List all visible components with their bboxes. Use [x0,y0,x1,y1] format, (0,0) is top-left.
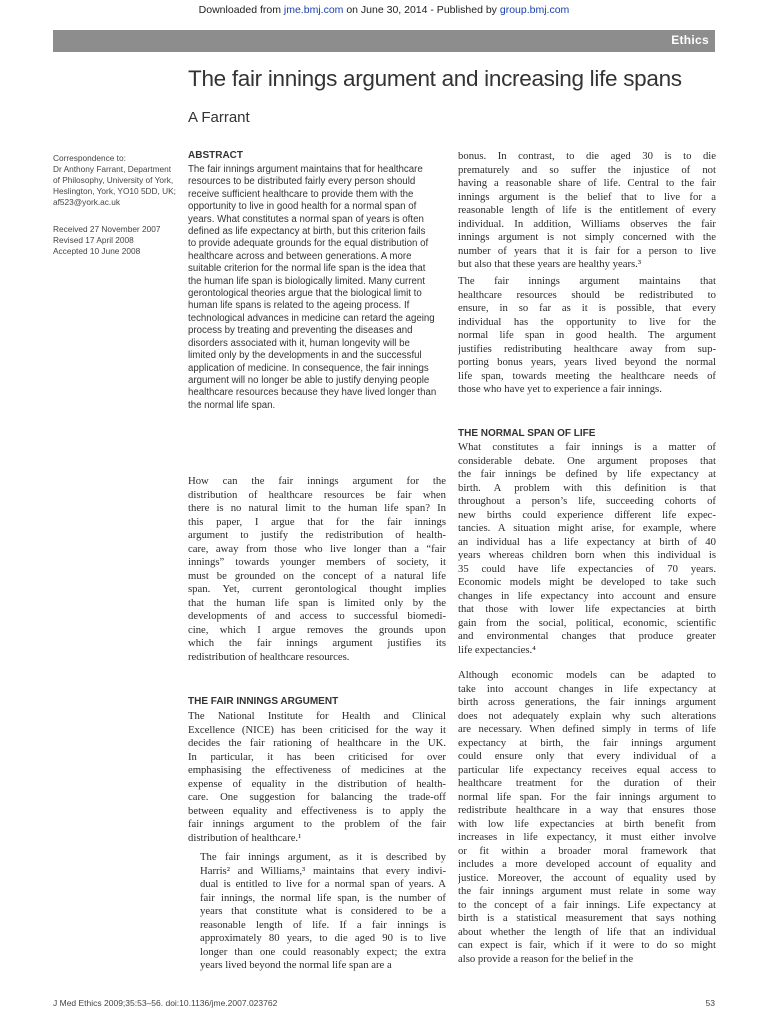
text-line: gerontological theories argue that the biological limit to [188,288,422,300]
text-line: redistribute healthcare in a way that ensures those [458,804,716,816]
text-line: are necessary. When defined simply in terms of life [458,723,716,735]
text-line: innings argument is not simply concerned with the [458,231,716,243]
text-line: innings argument is the belief that to live for a [458,190,716,203]
text-line: justice. Moreover, the account of equality used by [458,871,716,884]
text-line: to provide adequate grounds for the equal distribution of [188,238,429,250]
section-label: Ethics [671,33,709,47]
text-line: that those with lower life expectancies at birth [458,603,716,615]
text-line: fair innings, the normal life span, is the number of [200,891,446,904]
text-line: gain from the social, political, economic, scientific [458,616,716,629]
fair-innings-paragraph-1 [188,710,446,845]
text-line: bonus. In contrast, to die aged 30 is to die [458,150,716,162]
text-line: also provide a reason for the belief in the [458,952,634,965]
text-line: between equality and effectiveness is to apply the [188,804,446,817]
text-line: distribution of healthcare.¹ [188,831,302,844]
text-line: the normal life span. [188,399,276,411]
text-line: limited only by the developments in and the successful [188,350,422,362]
text-line: 35 could have life expectancies of 70 years. [458,562,716,575]
download-banner [0,4,768,16]
text-line: suitable criterion for the normal life span is the idea that [188,263,426,275]
text-line: normal life span. For the fair innings argument to [458,790,716,803]
text-line: normal life span in good health. The argument [458,329,716,341]
text-line: life span, towards meeting the healthcare needs of [458,369,716,382]
text-line: healthcare treatment for the duration of their [458,777,716,789]
text-line: healthcare resources because they have lived longer than [188,387,437,399]
text-line: individual. In addition, Williams observes the fair [458,217,716,230]
text-line: this paper, I argue that for the fair innings [188,515,446,528]
text-line: birth across generations, the fair innings argument [458,696,716,708]
text-line: changes in life expectancy into account and ensure [458,589,716,602]
fair-innings-paragraph-2 [188,851,446,973]
text-line: but also that these years are healthy years.³ [458,258,642,270]
abstract-heading: ABSTRACT [188,150,243,161]
text-line: Although economic models can be adapted to [458,669,716,681]
text-line: which the fair innings argument justifies its [188,637,446,649]
text-line: distribution of healthcare resources be fair when [188,488,446,501]
dates-block [53,224,178,257]
text-line: Heslington, York, YO10 5DD, UK; [53,186,176,196]
abstract-text [188,164,446,412]
text-line: argument to justify the redistribution of health- [188,529,446,541]
text-line: disorders associated with it, human longevity will be [188,337,410,349]
text-line: The fair innings argument maintains that for healthcare [188,164,423,175]
page-number: 53 [705,998,715,1008]
normal-span-paragraph-2 [458,669,716,966]
text-line: justifies redistributing healthcare away from sup- [458,342,716,355]
normal-span-paragraph-1 [458,441,716,657]
text-line: healthcare resources should be redistributed to [458,288,716,301]
text-line: birth is a statistical measurement that says nothing [458,912,716,924]
right-paragraph-2 [458,275,716,397]
text-line: span. Yet, current gerontological thought implies [188,583,446,595]
text-line: must be grounded on the concept of a natural life [188,569,446,582]
text-line: Accepted 10 June 2008 [53,246,141,256]
text-line: human life spans is related to the ageing process. If [188,300,410,312]
text-line: includes a more developed account of equality and [458,858,716,870]
text-line: technological advances in medicine can retard the ageing [188,312,435,324]
text-line: can expect is fair, which if it were to do so might [458,939,716,951]
text-line: What constitutes a fair innings is a matter of [458,441,716,453]
text-line: af523@york.ac.uk [53,197,120,207]
jme-link[interactable]: jme.bmj.com [283,4,344,16]
text-line: emphasising the effectiveness of medicines at the [188,764,446,776]
text-line: process by treating and preventing the diseases and [188,325,413,337]
intro-paragraph [188,475,446,664]
text-line: years that constitute what is considered to be a [200,905,446,917]
text-line: throughout a person’s life, succeeding cohorts of [458,495,716,507]
text-line: new births could experience different life expec- [458,508,716,521]
text-line: porting bonus years, years lived beyond the normal [458,356,716,368]
text-line: prematurely and so suffer the injustice of not [458,163,716,176]
text-line: The fair innings argument, as it is described by [200,851,446,863]
text-line: an individual has a life expectancy at birth of 40 [458,535,716,548]
text-line: receive sufficient healthcare to provide them with the [188,188,414,200]
text-line: Economic models might be developed to take such [458,576,716,588]
text-line: or fit within a broader moral framework that [458,844,716,857]
text-line: fair innings argument to the problem of the fair [188,818,446,830]
text-line: application of medicine. In consequence, the fair innings [188,362,429,374]
text-line: increases in life expectancy, it must either involve [458,831,716,843]
section-heading-normal-span: THE NORMAL SPAN OF LIFE [458,428,596,439]
text-line: does not adequately explain why such alterations [458,709,716,722]
text-line: Harris² and Williams,³ maintains that every indivi- [200,864,446,877]
download-middle: on June 30, 2014 - Published by [343,4,500,16]
text-line: approximately 80 years, to die aged 90 is to live [200,932,446,944]
text-line: particular life expectancy receives equal access to [458,763,716,776]
text-line: Revised 17 April 2008 [53,235,134,245]
text-line: redistribution of healthcare resources. [188,650,350,663]
text-line: expectancy at birth, the fair innings argument [458,736,716,749]
correspondence-block [53,153,178,208]
text-line: opportunity to live in good health for a normal span of [188,201,417,213]
text-line: individual has the opportunity to live for the [458,315,716,328]
text-line: there is no natural limit to the human life span? In [188,502,446,514]
right-paragraph-1 [458,150,716,272]
text-line: Excellence (NICE) has been criticised for the way it [188,723,446,736]
text-line: take into account changes in life expectancy at [458,682,716,695]
text-line: years whereas children born when this individual is [458,549,716,561]
text-line: that the human life span is limited only by the [188,596,446,609]
article-author: A Farrant [188,109,250,126]
text-line: cine, which I argue removes the grounds upon [188,623,446,636]
text-line: with low life expectancies at birth benefit from [458,817,716,830]
article-title: The fair innings argument and increasing life spans [188,66,682,91]
text-line: ensure, in so far as it is possible, that every [458,302,716,314]
text-line: years lived beyond the normal life span are a [200,959,392,971]
text-line: argument will no longer be able to justify denying people [188,374,430,386]
text-line: The fair innings argument maintains that [458,275,716,287]
text-line: life expectancies.⁴ [458,643,536,656]
text-line: innings” towards younger members of society, it [188,556,446,568]
group-bmj-link[interactable]: group.bmj.com [499,4,570,16]
text-line: years. What constitutes a normal span of years is often [188,213,424,225]
text-line: Received 27 November 2007 [53,224,161,234]
text-line: care. One suggestion for balancing the trade-off [188,791,446,803]
text-line: about whether the length of life that an individual [458,925,716,938]
text-line: Correspondence to: [53,153,126,163]
text-line: tancies. A situation might arise, for example, where [458,522,716,534]
text-line: to the concept of a fair innings. Life expectancy at [458,898,716,911]
text-line: How can the fair innings argument for the [188,475,446,487]
text-line: longer than one could reasonably expect; the extra [200,945,446,958]
text-line: having a reasonable share of life. Central to the fair [458,177,716,189]
section-heading-fair-innings: THE FAIR INNINGS ARGUMENT [188,696,339,707]
text-line: The National Institute for Health and Clinical [188,710,446,722]
text-line: considerable debate. One argument proposes that [458,454,716,467]
text-line: care, away from those who live longer than a “fair [188,542,446,555]
text-line: developments of and access to successful biomedi- [188,610,446,622]
text-line: and environmental changes that produce greater [458,630,716,642]
text-line: expense of equality in the distribution of health- [188,777,446,790]
text-line: birth. A problem with this definition is that [458,481,716,494]
text-line: healthcare across and between generations. A more [188,250,412,262]
text-line: reasonable length of life. If a fair innings is [200,918,446,931]
text-line: dual is entitled to live for a normal span of years. A [200,878,446,890]
text-line: In particular, it has been criticised for over [188,750,446,763]
journal-citation: J Med Ethics 2009;35:53–56. doi:10.1136/jme.2007.023762 [53,998,278,1008]
text-line: resources to be distributed fairly every person should [188,176,416,188]
download-prefix: Downloaded from [198,4,284,16]
text-line: number of years that it is fair for a person to live [458,244,716,257]
text-line: the fair innings be defined by life expectancy at [458,468,716,480]
text-line: decides the fair rationing of healthcare in the UK. [188,737,446,749]
text-line: the fair innings argument must relate in some way [458,885,716,897]
text-line: those who have yet to experience a fair innings. [458,383,662,395]
text-line: Dr Anthony Farrant, Department [53,164,172,174]
text-line: could ensure only that every individual of a [458,750,716,762]
section-band [53,30,715,52]
text-line: of Philosophy, University of York, [53,175,174,185]
text-line: the human life span is biologically limited. Many current [188,275,425,287]
text-line: defined as life expectancy at birth, but this criterion fails [188,226,426,238]
text-line: reasonable length of life is the entitlement of every [458,204,716,216]
